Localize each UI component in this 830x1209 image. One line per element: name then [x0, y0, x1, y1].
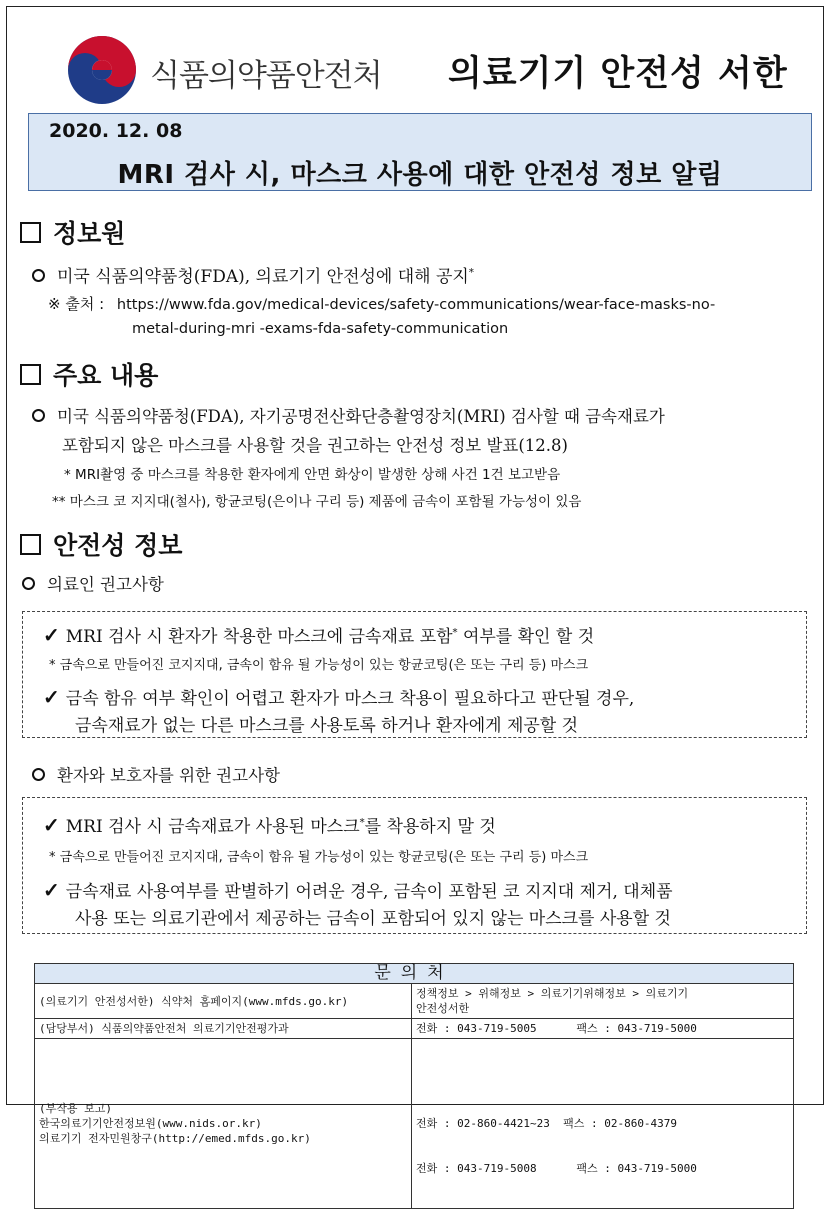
section-source-heading [20, 214, 125, 250]
patient-recommendations-box [22, 797, 807, 934]
section-safety-heading [20, 526, 182, 562]
medical-label: 의료인 권고사항 [22, 571, 164, 595]
source-ref: ※ 출처 : https://www.fda.gov/medical-devices/safety-communications/wear-face-masks-no- [48, 295, 716, 313]
document-title: MRI 검사 시, 마스크 사용에 대한 안전성 정보 알림 [117, 160, 723, 190]
source-url[interactable]: https://www.fda.gov/medical-devices/safety-communications/wear-face-masks-no- [116, 297, 716, 313]
medical-check-2: ✓ 금속 함유 여부 확인이 어렵고 환자가 마스크 착용이 필요하다고 판단될 경우, [43, 685, 635, 709]
patient-check-1: ✓ MRI 검사 시 금속재료가 사용된 마스크*를 착용하지 말 것 [43, 813, 496, 837]
medical-check-2-cont: 금속재료가 없는 다른 마스크를 사용토록 하거나 환자에게 제공할 것 [75, 716, 579, 736]
circle-bullet-icon [32, 768, 45, 781]
source-item: 미국 식품의약품청(FDA), 의료기기 안전성에 대해 공지* [32, 262, 474, 287]
medical-recommendations-box [22, 611, 807, 738]
square-bullet-icon [20, 534, 41, 555]
main-line-2: 포함되지 않은 마스크를 사용할 것을 권고하는 안전성 정보 발표(12.8) [62, 436, 568, 455]
main-note-1: * MRI촬영 중 마스크를 착용한 환자에게 안면 화상이 발생한 상해 사건 1건 보고받음 [64, 467, 561, 483]
section-title: 주요 내용 [53, 361, 159, 390]
square-bullet-icon [20, 222, 41, 243]
circle-bullet-icon [32, 269, 45, 282]
patient-check-2: ✓ 금속재료 사용여부를 판별하기 어려운 경우, 금속이 포함된 코 지지대 제거, 대체품 [43, 878, 673, 902]
square-bullet-icon [20, 364, 41, 385]
circle-bullet-icon [32, 409, 45, 422]
document-date: 2020. 12. 08 [49, 120, 183, 142]
contact-adverse-phone: 전화 : 02-860-4421~23 팩스 : 02-860-4379 전화 : 043-719-5008 팩스 : 043-719-5000 [412, 1039, 794, 1209]
patient-label: 환자와 보호자를 위한 권고사항 [32, 762, 280, 786]
main-line-1: 미국 식품의약품청(FDA), 자기공명전산화단층촬영장치(MRI) 검사할 때 금속재료가 [32, 403, 665, 427]
section-title: 정보원 [53, 219, 126, 248]
checkmark-icon: ✓ [43, 685, 60, 709]
medical-check-1: ✓ MRI 검사 시 환자가 착용한 마스크에 금속재료 포함* 여부를 확인 할 것 [43, 623, 595, 647]
contact-heading: 문의처 [35, 964, 794, 984]
checkmark-icon: ✓ [43, 623, 60, 647]
patient-note: * 금속으로 만들어진 코지지대, 금속이 함유 될 가능성이 있는 항균코팅(은 또는 구리 등) 마스크 [49, 850, 589, 865]
government-emblem-icon [66, 34, 138, 106]
contact-homepage: (의료기기 안전성서한) 식약처 홈페이지(www.mfds.go.kr) [35, 984, 412, 1019]
medical-note: * 금속으로 만들어진 코지지대, 금속이 함유 될 가능성이 있는 항균코팅(은 또는 구리 등) 마스크 [49, 658, 589, 673]
section-main-heading [20, 356, 158, 392]
contact-table [34, 963, 794, 1209]
checkmark-icon: ✓ [43, 813, 60, 837]
contact-homepage-path: 정책정보 > 위해정보 > 의료기기위해정보 > 의료기기 안전성서한 [412, 984, 794, 1019]
section-title: 안전성 정보 [53, 531, 183, 560]
contact-adverse-report: (부작용 보고) 한국의료기기안전정보원(www.nids.or.kr) 의료기기 전자민원창구(http://emed.mfds.go.kr) [35, 1039, 412, 1209]
main-note-2: ** 마스크 코 지지대(철사), 항균코팅(은이나 구리 등) 제품에 금속이 포함될 가능성이 있음 [52, 494, 582, 510]
source-url-cont[interactable]: metal-during-mri -exams-fda-safety-communication [132, 321, 509, 337]
title-box [28, 113, 812, 191]
document-type: 의료기기 안전성 서한 [448, 54, 788, 94]
contact-department: (담당부서) 식품의약품안전처 의료기기안전평가과 [35, 1019, 412, 1039]
patient-check-2-cont: 사용 또는 의료기관에서 제공하는 금속이 포함되어 있지 않는 마스크를 사용할 것 [75, 909, 671, 929]
agency-name: 식품의약품안전처 [150, 58, 382, 94]
checkmark-icon: ✓ [43, 878, 60, 902]
contact-department-phone: 전화 : 043-719-5005 팩스 : 043-719-5000 [412, 1019, 794, 1039]
circle-bullet-icon [22, 577, 35, 590]
